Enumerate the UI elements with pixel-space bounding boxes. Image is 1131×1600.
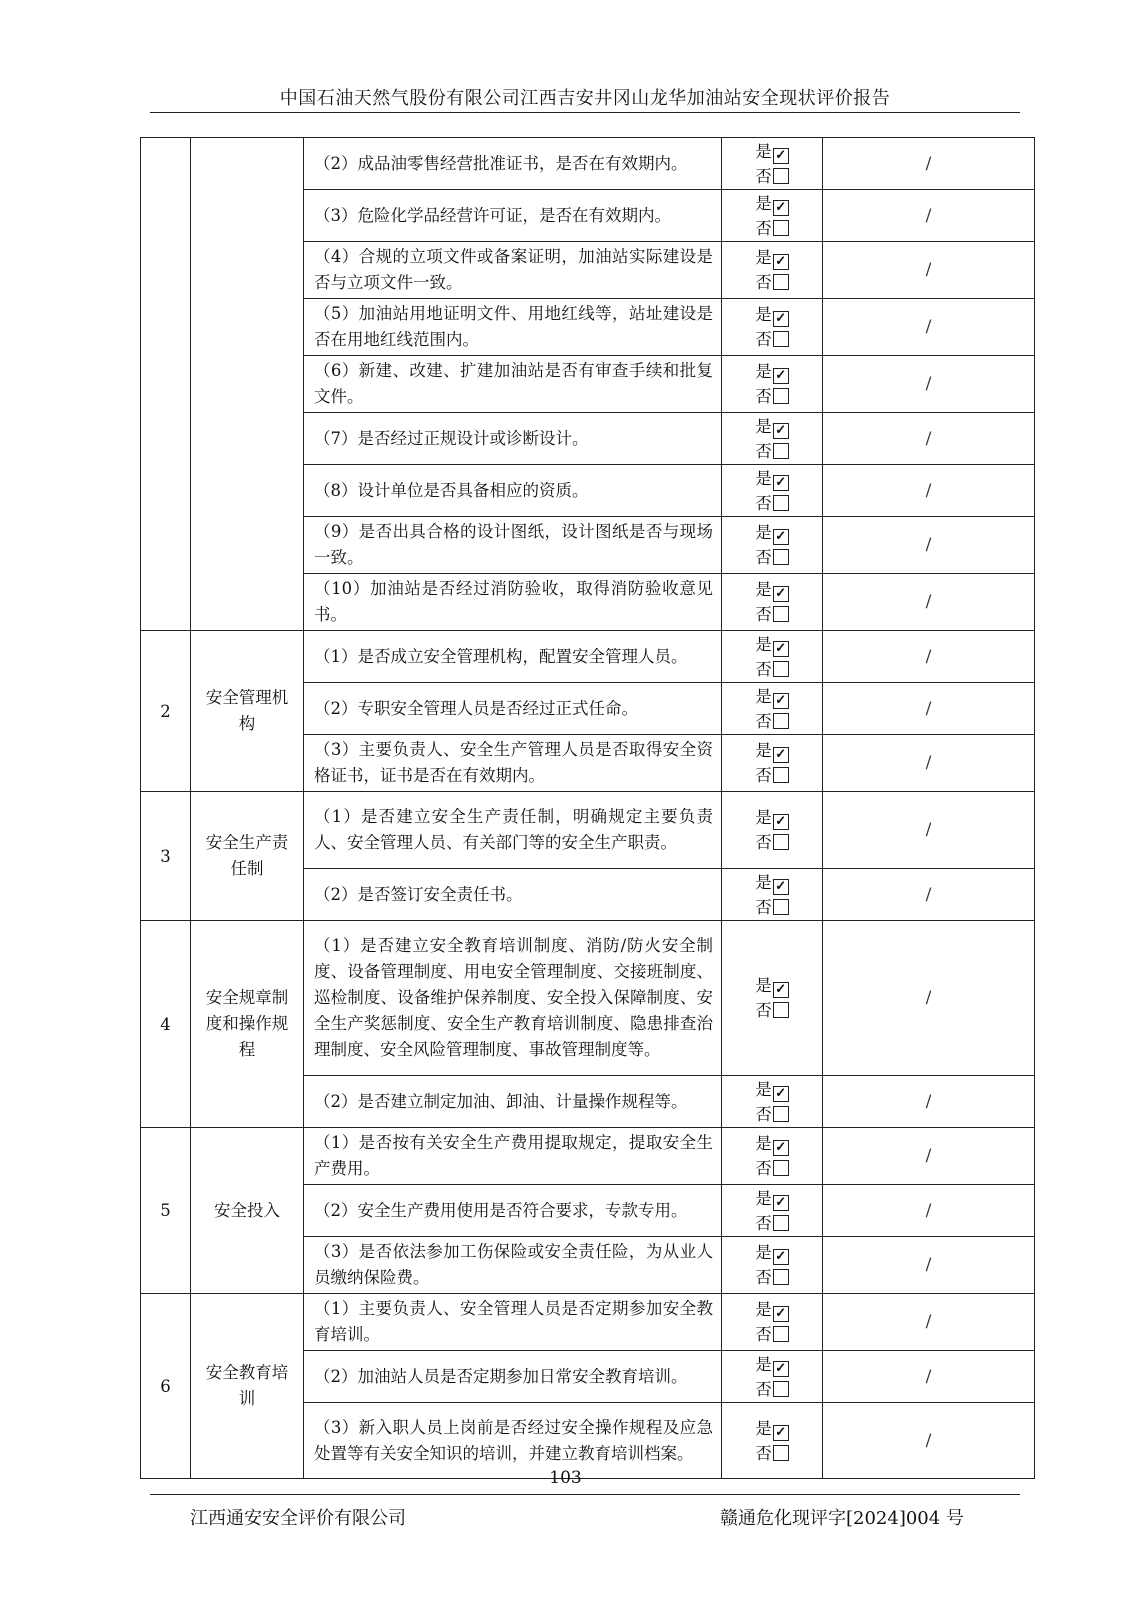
check-item-text: （3）主要负责人、安全生产管理人员是否取得安全资格证书，证书是否在有效期内。 — [304, 735, 722, 792]
item-name-cell: 安全生产责任制 — [191, 792, 304, 921]
table-row — [141, 1294, 1035, 1351]
check-item-text: （10）加油站是否经过消防验收，取得消防验收意见书。 — [304, 574, 722, 631]
yes-no-checkbox[interactable]: 是 ✓ 否 — [722, 683, 823, 735]
result-cell: / — [823, 921, 1035, 1076]
footer-divider — [150, 1494, 1020, 1495]
yes-no-checkbox[interactable]: 是 ✓ 否 — [722, 138, 823, 190]
yes-no-checkbox[interactable]: 是 ✓ 否 — [722, 1294, 823, 1351]
table-row — [141, 921, 1035, 1076]
header-divider — [150, 112, 1020, 113]
result-cell: / — [823, 517, 1035, 574]
result-cell: / — [823, 1351, 1035, 1403]
table-row — [141, 138, 1035, 190]
yes-no-checkbox[interactable]: 是 ✓ 否 — [722, 1128, 823, 1185]
yes-no-checkbox[interactable]: 是 ✓ 否 — [722, 869, 823, 921]
result-cell: / — [823, 735, 1035, 792]
yes-no-checkbox[interactable]: 是 ✓ 否 — [722, 465, 823, 517]
item-number-cell: 3 — [141, 792, 191, 921]
footer-document-number: 赣通危化现评字[2024]004 号 — [720, 1508, 964, 1529]
check-item-text: （2）是否签订安全责任书。 — [304, 869, 722, 921]
item-number-cell: 2 — [141, 631, 191, 792]
check-item-text: （1）是否按有关安全生产费用提取规定，提取安全生产费用。 — [304, 1128, 722, 1185]
yes-no-checkbox[interactable]: 是 ✓ 否 — [722, 356, 823, 413]
yes-no-checkbox[interactable]: 是 ✓ 否 — [722, 735, 823, 792]
table-row — [141, 792, 1035, 869]
item-name-cell: 安全教育培训 — [191, 1294, 304, 1479]
item-name-cell — [191, 138, 304, 631]
item-name-cell: 安全管理机构 — [191, 631, 304, 792]
item-number-cell — [141, 138, 191, 631]
result-cell: / — [823, 1294, 1035, 1351]
checklist-table — [140, 137, 1035, 1479]
table-row — [141, 631, 1035, 683]
check-item-text: （2）加油站人员是否定期参加日常安全教育培训。 — [304, 1351, 722, 1403]
check-item-text: （3）危险化学品经营许可证，是否在有效期内。 — [304, 190, 722, 242]
check-item-text: （9）是否出具合格的设计图纸，设计图纸是否与现场一致。 — [304, 517, 722, 574]
result-cell: / — [823, 1403, 1035, 1479]
check-item-text: （2）是否建立制定加油、卸油、计量操作规程等。 — [304, 1076, 722, 1128]
item-number-cell: 4 — [141, 921, 191, 1128]
check-item-text: （2）成品油零售经营批准证书，是否在有效期内。 — [304, 138, 722, 190]
footer-company: 江西通安安全评价有限公司 — [190, 1508, 406, 1529]
result-cell: / — [823, 465, 1035, 517]
result-cell: / — [823, 1185, 1035, 1237]
check-item-text: （3）是否依法参加工伤保险或安全责任险，为从业人员缴纳保险费。 — [304, 1237, 722, 1294]
yes-no-checkbox[interactable]: 是 ✓ 否 — [722, 1076, 823, 1128]
item-number-cell: 5 — [141, 1128, 191, 1294]
result-cell: / — [823, 869, 1035, 921]
yes-no-checkbox[interactable]: 是 ✓ 否 — [722, 299, 823, 356]
report-header-title: 中国石油天然气股份有限公司江西吉安井冈山龙华加油站安全现状评价报告 — [279, 88, 891, 109]
result-cell: / — [823, 242, 1035, 299]
check-item-text: （7）是否经过正规设计或诊断设计。 — [304, 413, 722, 465]
result-cell: / — [823, 299, 1035, 356]
result-cell: / — [823, 792, 1035, 869]
check-item-text: （8）设计单位是否具备相应的资质。 — [304, 465, 722, 517]
check-item-text: （6）新建、改建、扩建加油站是否有审查手续和批复文件。 — [304, 356, 722, 413]
table-row — [141, 1128, 1035, 1185]
yes-no-checkbox[interactable]: 是 ✓ 否 — [722, 1351, 823, 1403]
item-name-cell: 安全规章制度和操作规程 — [191, 921, 304, 1128]
check-item-text: （1）是否成立安全管理机构，配置安全管理人员。 — [304, 631, 722, 683]
check-item-text: （2）安全生产费用使用是否符合要求，专款专用。 — [304, 1185, 722, 1237]
check-item-text: （1）是否建立安全生产责任制，明确规定主要负责人、安全管理人员、有关部门等的安全生产职责。 — [304, 792, 722, 869]
check-item-text: （4）合规的立项文件或备案证明，加油站实际建设是否与立项文件一致。 — [304, 242, 722, 299]
check-item-text: （3）新入职人员上岗前是否经过安全操作规程及应急处置等有关安全知识的培训，并建立教育培训档案。 — [304, 1403, 722, 1479]
check-item-text: （5）加油站用地证明文件、用地红线等，站址建设是否在用地红线范围内。 — [304, 299, 722, 356]
yes-no-checkbox[interactable]: 是 ✓ 否 — [722, 242, 823, 299]
result-cell: / — [823, 413, 1035, 465]
result-cell: / — [823, 1237, 1035, 1294]
result-cell: / — [823, 1076, 1035, 1128]
result-cell: / — [823, 1128, 1035, 1185]
result-cell: / — [823, 631, 1035, 683]
yes-no-checkbox[interactable]: 是 ✓ 否 — [722, 190, 823, 242]
check-item-text: （1）是否建立安全教育培训制度、消防/防火安全制度、设备管理制度、用电安全管理制度、交接班制度、巡检制度、设备维护保养制度、安全投入保障制度、安全生产奖惩制度、安全生产教育培训制度、隐患排查治理制度、安全风险管理制度、事故管理制度等。 — [304, 921, 722, 1076]
yes-no-checkbox[interactable]: 是 ✓ 否 — [722, 1403, 823, 1479]
result-cell: / — [823, 356, 1035, 413]
yes-no-checkbox[interactable]: 是 ✓ 否 — [722, 1237, 823, 1294]
yes-no-checkbox[interactable]: 是 ✓ 否 — [722, 574, 823, 631]
result-cell: / — [823, 574, 1035, 631]
result-cell: / — [823, 138, 1035, 190]
yes-no-checkbox[interactable]: 是 ✓ 否 — [722, 631, 823, 683]
item-number-cell: 6 — [141, 1294, 191, 1479]
yes-no-checkbox[interactable]: 是 ✓ 否 — [722, 792, 823, 869]
result-cell: / — [823, 190, 1035, 242]
item-name-cell: 安全投入 — [191, 1128, 304, 1294]
page-number: 103 — [549, 1468, 582, 1488]
check-item-text: （1）主要负责人、安全管理人员是否定期参加安全教育培训。 — [304, 1294, 722, 1351]
yes-no-checkbox[interactable]: 是 ✓ 否 — [722, 413, 823, 465]
yes-no-checkbox[interactable]: 是 ✓ 否 — [722, 1185, 823, 1237]
result-cell: / — [823, 683, 1035, 735]
yes-no-checkbox[interactable]: 是 ✓ 否 — [722, 921, 823, 1076]
yes-no-checkbox[interactable]: 是 ✓ 否 — [722, 517, 823, 574]
check-item-text: （2）专职安全管理人员是否经过正式任命。 — [304, 683, 722, 735]
